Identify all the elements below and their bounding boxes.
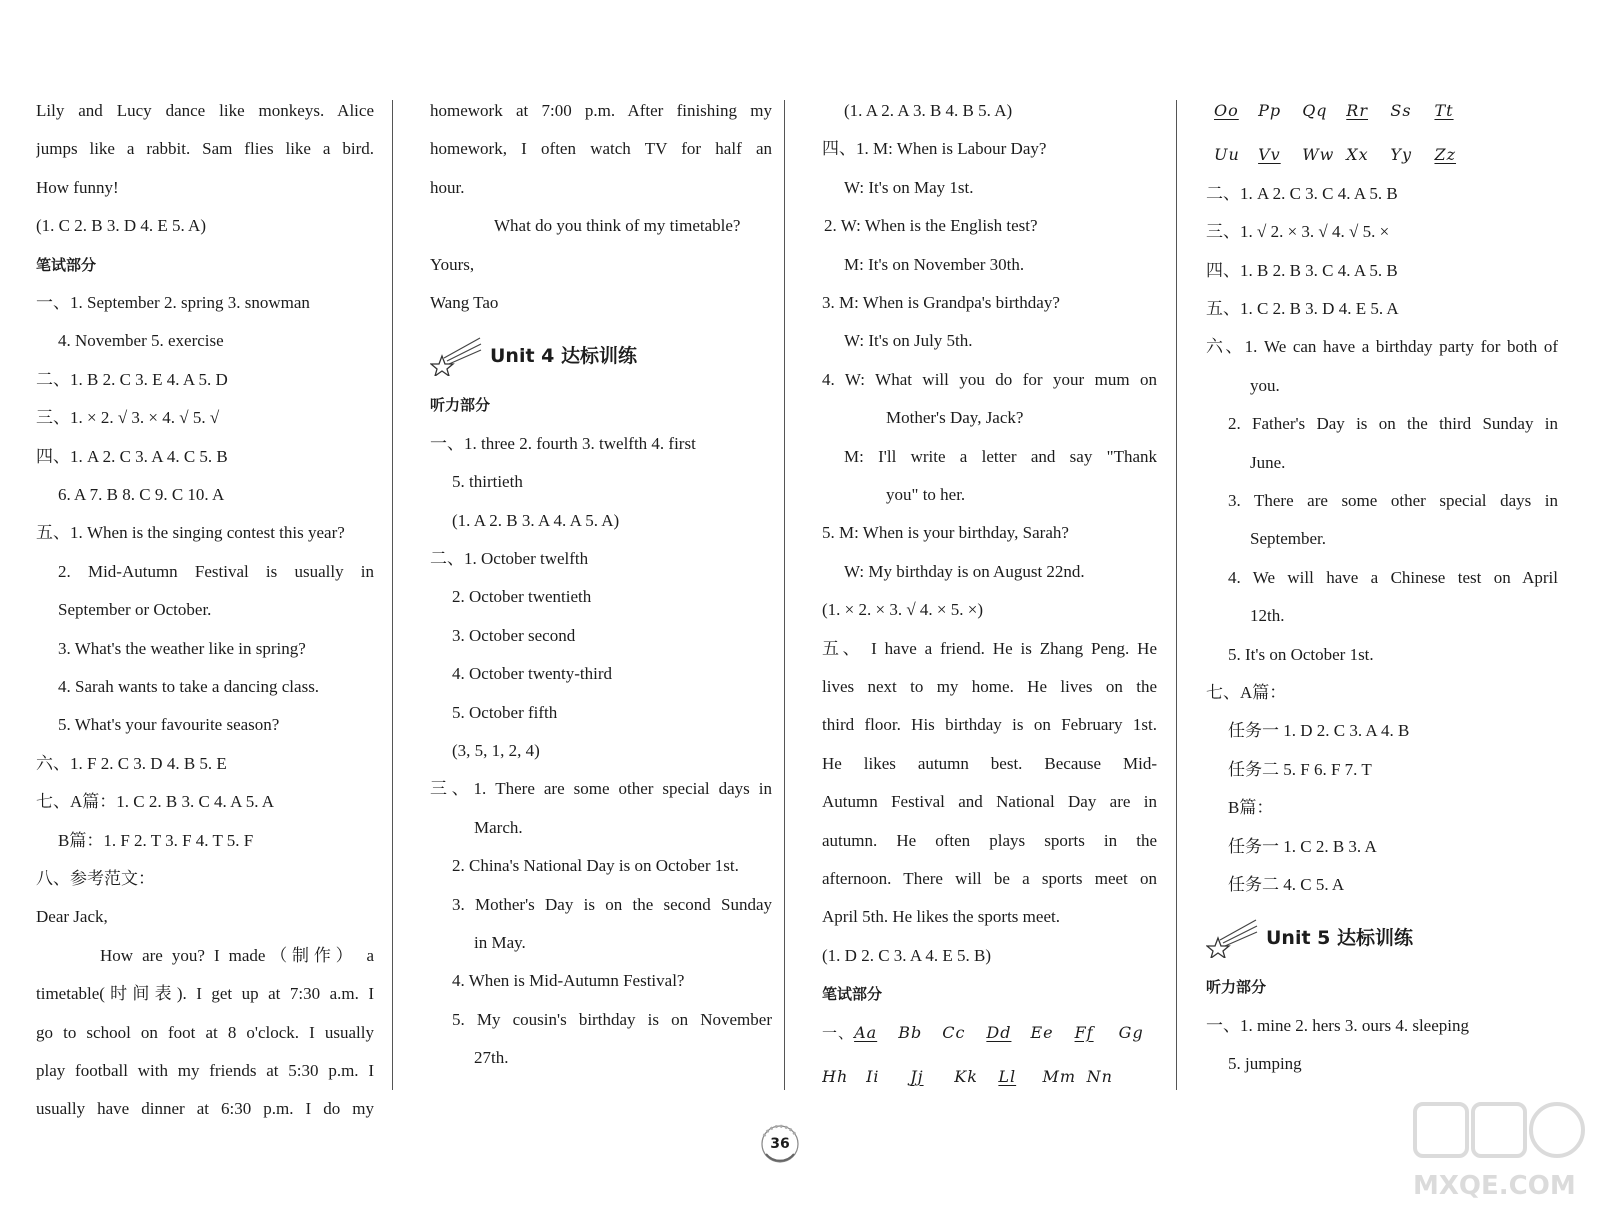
answer-line: you" to her. bbox=[886, 485, 966, 505]
letter-pair: Qq bbox=[1302, 101, 1328, 120]
answer-line: you. bbox=[1250, 375, 1280, 395]
section-heading: 听力部分 bbox=[430, 396, 491, 415]
letter-text: hour. bbox=[430, 177, 465, 197]
answer-column-4 bbox=[1206, 92, 1558, 1084]
site-watermark bbox=[1405, 1094, 1595, 1204]
answer-line: 2. W: When is the English test? bbox=[824, 216, 1038, 236]
question-number: 一、 bbox=[822, 1023, 855, 1042]
answer-line: 4. We will have a Chinese test on April bbox=[1228, 567, 1558, 587]
letter-pair: Ww bbox=[1302, 145, 1335, 165]
answer-line: 5. thirtieth bbox=[452, 472, 523, 492]
letter-pair: Rr bbox=[1346, 101, 1368, 120]
answer-line: 4. November 5. exercise bbox=[58, 331, 224, 351]
answer-line: 任务一 1. C 2. B 3. A bbox=[1228, 836, 1377, 856]
passage-line: He likes autumn best. Because Mid- bbox=[822, 753, 1157, 773]
answer-line: 5. What's your favourite season? bbox=[58, 715, 280, 735]
answer-line: June. bbox=[1250, 452, 1286, 472]
answer-line: 5. M: When is your birthday, Sarah? bbox=[822, 523, 1069, 543]
letter-pair: Nn bbox=[1086, 1067, 1113, 1087]
section-heading: 笔试部分 bbox=[36, 255, 97, 274]
section-heading: 听力部分 bbox=[1206, 978, 1267, 997]
letter-text: homework at 7:00 p.m. After finishing my bbox=[430, 101, 772, 120]
passage-line: Autumn Festival and National Day are in bbox=[822, 792, 1157, 812]
answer-line: B篇：1. F 2. T 3. F 4. T 5. F bbox=[58, 830, 254, 850]
answer-line: 2. Mid-Autumn Festival is usually in bbox=[58, 561, 374, 581]
answer-line: 任务二 4. C 5. A bbox=[1228, 875, 1345, 895]
letter-pair: Vv bbox=[1258, 145, 1281, 165]
letter-pair: Tt bbox=[1434, 101, 1454, 120]
answer-line: 二、1. October twelfth bbox=[430, 549, 589, 569]
answer-line: September or October. bbox=[58, 600, 212, 620]
page-number: 36 bbox=[770, 1136, 790, 1152]
answer-line: 三、1. There are some other special days in bbox=[430, 779, 772, 799]
passage-line: lives next to my home. He lives on the bbox=[822, 677, 1157, 697]
answer-line: 八、参考范文： bbox=[36, 869, 155, 889]
answer-line: Mother's Day, Jack? bbox=[886, 408, 1024, 428]
watermark-logo bbox=[1405, 1094, 1595, 1204]
answer-line: M: I'll write a letter and say "Thank bbox=[844, 446, 1157, 466]
unit-4-heading bbox=[430, 326, 772, 386]
passage-line: April 5th. He likes the sports meet. bbox=[822, 907, 1060, 927]
answer-line: 五、1. When is the singing contest this year? bbox=[36, 523, 345, 543]
answer-line: 3. What's the weather like in spring? bbox=[58, 638, 306, 658]
answer-line: 5. jumping bbox=[1228, 1054, 1302, 1074]
answer-line: 六、1. F 2. C 3. D 4. B 5. E bbox=[36, 753, 227, 773]
unit-4-title: Unit 4 达标训练 bbox=[490, 345, 637, 368]
answer-column-1 bbox=[36, 92, 374, 1129]
letter-pair: Ii bbox=[866, 1067, 880, 1087]
answer-line: 四、1. A 2. C 3. A 4. C 5. B bbox=[36, 446, 228, 466]
answer-line: 12th. bbox=[1250, 606, 1285, 626]
answer-line: 3. October second bbox=[452, 625, 576, 645]
column-divider bbox=[1176, 100, 1177, 1090]
answer-line: (3, 5, 1, 2, 4) bbox=[452, 741, 540, 761]
answer-line: 七、A篇： bbox=[1206, 683, 1287, 703]
answer-line: 4. W: What will you do for your mum on bbox=[822, 369, 1157, 389]
letter-pair: Yy bbox=[1390, 145, 1412, 165]
letter-text: timetable(时间表). I get up at 7:30 a.m. I bbox=[36, 984, 374, 1004]
answer-line: 四、1. M: When is Labour Day? bbox=[822, 139, 1047, 159]
answer-line: 2. October twentieth bbox=[452, 587, 592, 607]
letter-pair: Mm bbox=[1042, 1067, 1077, 1087]
answer-line: 五、1. C 2. B 3. D 4. E 5. A bbox=[1206, 299, 1399, 319]
passage-line: autumn. He often plays sports in the bbox=[822, 830, 1157, 850]
letter-salutation: Dear Jack, bbox=[36, 907, 108, 927]
text-line: How funny! bbox=[36, 177, 119, 197]
letter-pair: Ss bbox=[1390, 101, 1412, 120]
letter-text: How are you? I made（制作） a bbox=[100, 945, 374, 965]
answer-line: M: It's on November 30th. bbox=[844, 254, 1025, 274]
letter-pair: Bb bbox=[898, 1022, 923, 1042]
letter-closing: Yours, bbox=[430, 254, 475, 274]
answer-line: (1. C 2. B 3. D 4. E 5. A) bbox=[36, 216, 206, 236]
letter-row bbox=[1206, 92, 1558, 130]
letter-pair: Gg bbox=[1118, 1022, 1144, 1042]
answer-line: 4. Sarah wants to take a dancing class. bbox=[58, 677, 320, 697]
letter-pair: Pp bbox=[1258, 101, 1282, 120]
answer-line: 二、1. A 2. C 3. C 4. A 5. B bbox=[1206, 183, 1398, 203]
letter-signature: Wang Tao bbox=[430, 293, 499, 312]
text-line: jumps like a rabbit. Sam flies like a bird. bbox=[36, 139, 374, 159]
shooting-star-icon bbox=[430, 336, 482, 376]
letter-row bbox=[822, 1058, 1157, 1096]
answer-line: (1. A 2. A 3. B 4. B 5. A) bbox=[844, 101, 1013, 120]
letter-text: homework, I often watch TV for half an bbox=[430, 139, 772, 159]
answer-line: 二、1. B 2. C 3. E 4. A 5. D bbox=[36, 369, 228, 389]
answer-line: 6. A 7. B 8. C 9. C 10. A bbox=[58, 485, 225, 505]
letter-pair: Hh bbox=[822, 1067, 849, 1087]
unit-5-title: Unit 5 达标训练 bbox=[1266, 927, 1413, 950]
answer-line: 5. It's on October 1st. bbox=[1228, 644, 1374, 664]
answer-line: 一、1. three 2. fourth 3. twelfth 4. first bbox=[430, 433, 696, 453]
answer-line: 5. My cousin's birthday is on November bbox=[452, 1009, 772, 1029]
letter-pair: Kk bbox=[954, 1067, 978, 1087]
answer-line: March. bbox=[474, 817, 523, 837]
answer-line: B篇： bbox=[1228, 798, 1274, 818]
shooting-star-icon bbox=[1206, 918, 1258, 958]
text-line: Lily and Lucy dance like monkeys. Alice bbox=[36, 101, 374, 120]
answer-line: W: My birthday is on August 22nd. bbox=[844, 561, 1085, 581]
answer-line: (1. A 2. B 3. A 4. A 5. A) bbox=[452, 510, 620, 530]
answer-line: 四、1. B 2. B 3. C 4. A 5. B bbox=[1206, 260, 1398, 280]
answer-line: in May. bbox=[474, 933, 526, 953]
column-divider bbox=[784, 100, 785, 1090]
column-divider bbox=[392, 100, 393, 1090]
answer-line: 3. M: When is Grandpa's birthday? bbox=[822, 293, 1060, 313]
letter-pair: Aa bbox=[854, 1022, 878, 1042]
passage-line: afternoon. There will be a sports meet on bbox=[822, 869, 1157, 888]
answer-line: 3. Mother's Day is on the second Sunday bbox=[452, 894, 772, 914]
answer-line: 4. October twenty-third bbox=[452, 664, 613, 684]
answer-line: 任务二 5. F 6. F 7. T bbox=[1228, 759, 1372, 779]
letter-pair: Ff bbox=[1074, 1022, 1094, 1042]
answer-line: (1. D 2. C 3. A 4. E 5. B) bbox=[822, 945, 992, 965]
unit-5-heading bbox=[1206, 908, 1558, 968]
answer-line: 一、1. mine 2. hers 3. ours 4. sleeping bbox=[1206, 1015, 1469, 1035]
answer-line: (1. × 2. × 3. √ 4. × 5. ×) bbox=[822, 600, 984, 620]
answer-line: September. bbox=[1250, 529, 1327, 549]
answer-line: 5. October fifth bbox=[452, 702, 558, 722]
letter-pair: Dd bbox=[986, 1022, 1012, 1042]
page-number-badge bbox=[756, 1120, 804, 1168]
letter-text: What do you think of my timetable? bbox=[494, 216, 741, 236]
letter-pair: Ee bbox=[1030, 1022, 1054, 1042]
answer-line: 2. Father's Day is on the third Sunday in bbox=[1228, 414, 1558, 434]
answer-line: 六、1. We can have a birthday party for both of bbox=[1206, 337, 1558, 357]
watermark-text: MXQE.COM bbox=[1413, 1171, 1576, 1201]
letter-text: play football with my friends at 5:30 p.m. I bbox=[36, 1061, 374, 1081]
letter-pair: Cc bbox=[942, 1022, 966, 1042]
letter-text: go to school on foot at 8 o'clock. I usually bbox=[36, 1022, 374, 1042]
letter-pair: Jj bbox=[910, 1067, 924, 1087]
answer-line: 27th. bbox=[474, 1048, 509, 1068]
letter-pair: Xx bbox=[1346, 145, 1369, 165]
answer-line: 任务一 1. D 2. C 3. A 4. B bbox=[1228, 721, 1410, 741]
answer-line: 3. There are some other special days in bbox=[1228, 491, 1558, 511]
letter-pair: Uu bbox=[1214, 145, 1240, 165]
letter-text: usually have dinner at 6:30 p.m. I do my bbox=[36, 1099, 374, 1119]
answer-line: 七、A篇：1. C 2. B 3. C 4. A 5. A bbox=[36, 792, 275, 812]
section-heading: 笔试部分 bbox=[822, 985, 883, 1004]
letter-pair: Zz bbox=[1434, 145, 1457, 165]
answer-line: 三、1. √ 2. × 3. √ 4. √ 5. × bbox=[1206, 222, 1390, 242]
answer-line: 一、1. September 2. spring 3. snowman bbox=[36, 293, 310, 312]
answer-line: 4. When is Mid-Autumn Festival? bbox=[452, 971, 685, 991]
answer-column-3 bbox=[822, 92, 1157, 1096]
passage-line: third floor. His birthday is on February 1st. bbox=[822, 715, 1157, 735]
answer-line: W: It's on May 1st. bbox=[844, 177, 974, 197]
answer-line: W: It's on July 5th. bbox=[844, 331, 973, 351]
answer-column-2 bbox=[430, 92, 772, 1078]
letter-row bbox=[1206, 136, 1558, 174]
answer-line: 五、 I have a friend. He is Zhang Peng. He bbox=[822, 638, 1157, 658]
letter-pair: Oo bbox=[1214, 101, 1239, 120]
letter-pair: Ll bbox=[998, 1067, 1017, 1087]
answer-line: 三、1. × 2. √ 3. × 4. √ 5. √ bbox=[36, 408, 220, 428]
answer-line: 2. China's National Day is on October 1st. bbox=[452, 856, 739, 876]
letter-row bbox=[822, 1014, 1157, 1052]
